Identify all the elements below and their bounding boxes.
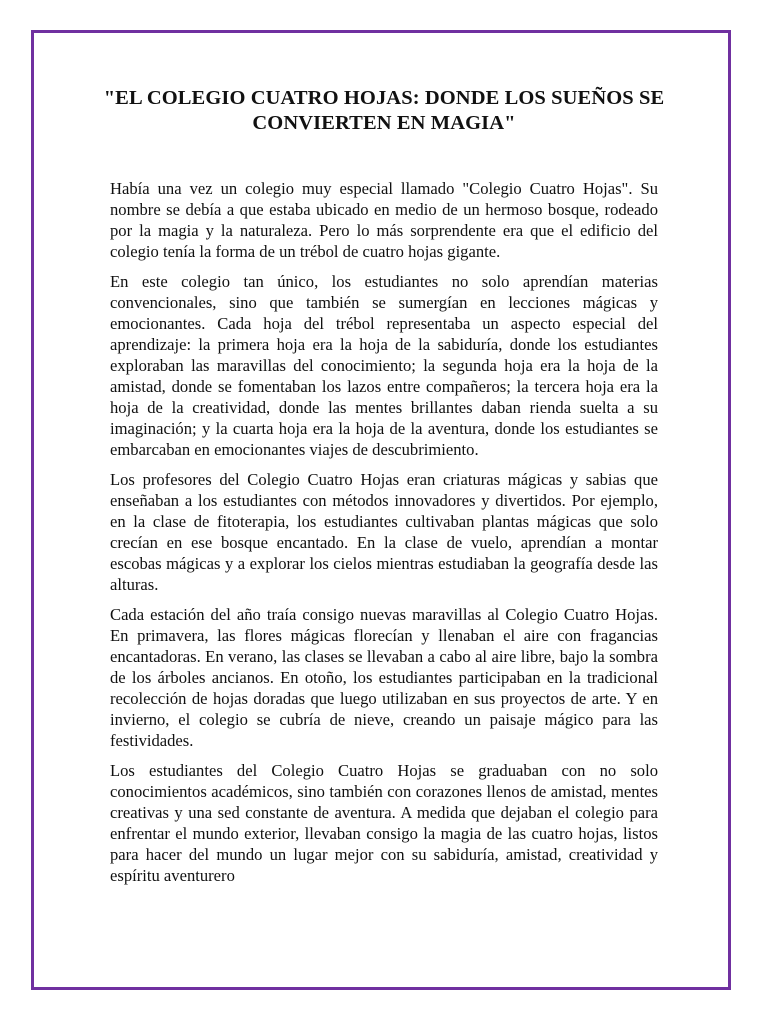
- paragraph-2: En este colegio tan único, los estudiantes no solo aprendían materias convencionales, sino que también se sumergían en lecciones mágicas y emocionantes. Cada hoja del trébol representaba un aspecto especial del aprendizaje: la primera hoja era la hoja de la sabiduría, donde los estudiantes exploraban las maravillas del conocimiento; la segunda hoja era la hoja de la amistad, donde se fomentaban los lazos entre compañeros; la tercera hoja era la hoja de la creatividad, donde las mentes brillantes daban rienda suelta a su imaginación; y la cuarta hoja era la hoja de la aventura, donde los estudiantes se embarcaban en emocionantes viajes de descubrimiento.: [110, 272, 658, 459]
- document-title: "EL COLEGIO CUATRO HOJAS: DONDE LOS SUEÑOS SE CONVIERTEN EN MAGIA": [103, 87, 665, 134]
- paragraph-5: Los estudiantes del Colegio Cuatro Hojas se graduaban con no solo conocimientos académicos, sino también con corazones llenos de amistad, mentes creativas y una sed constante de aventura. A medida que dejaban el colegio para enfrentar el mundo exterior, llevaban consigo la magia de las cuatro hojas, listos para hacer del mundo un lugar mejor con su sabiduría, amistad, creatividad y espíritu aventurero: [110, 761, 658, 885]
- document-body: [110, 178, 658, 895]
- paragraph-1: Había una vez un colegio muy especial llamado "Colegio Cuatro Hojas". Su nombre se debía a que estaba ubicado en medio de un hermoso bosque, rodeado por la magia y la naturaleza. Pero lo más sorprendente era que el edificio del colegio tenía la forma de un trébol de cuatro hojas gigante.: [110, 179, 658, 261]
- paragraph-3: Los profesores del Colegio Cuatro Hojas eran criaturas mágicas y sabias que enseñaban a los estudiantes con métodos innovadores y divertidos. Por ejemplo, en la clase de fitoterapia, los estudiantes cultivaban plantas mágicas que solo crecían en ese bosque encantado. En la clase de vuelo, aprendían a montar escobas mágicas y a explorar los cielos mientras estudiaban la geografía desde las alturas.: [110, 470, 658, 594]
- paragraph-4: Cada estación del año traía consigo nuevas maravillas al Colegio Cuatro Hojas. En primavera, las flores mágicas florecían y llenaban el aire con fragancias encantadoras. En verano, las clases se llevaban a cabo al aire libre, bajo la sombra de los árboles ancianos. En otoño, los estudiantes participaban en la tradicional recolección de hojas doradas que luego utilizaban en sus proyectos de arte. Y en invierno, el colegio se cubría de nieve, creando un paisaje mágico para las festividades.: [110, 605, 658, 750]
